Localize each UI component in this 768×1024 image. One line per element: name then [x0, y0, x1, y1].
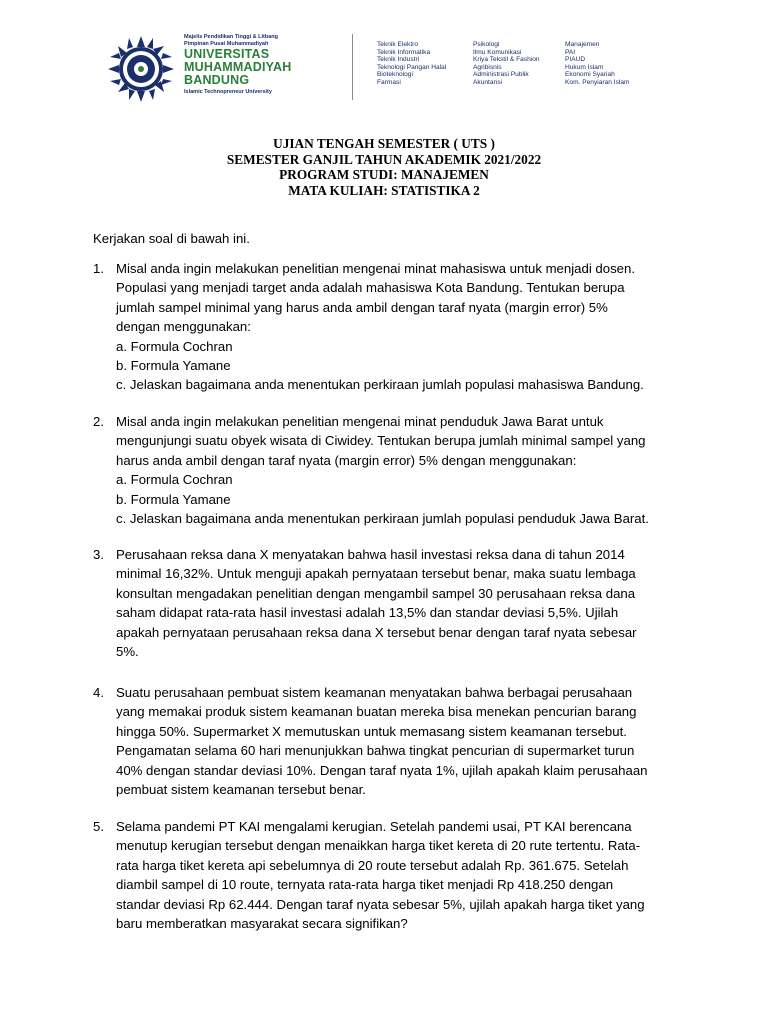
university-name-block [184, 34, 344, 96]
question-item [93, 259, 644, 395]
institution-line: Majelis Pendidikan Tinggi & Litbang [184, 34, 279, 40]
question-text-line: baru memberatkan masyarakat secara signifikan? [116, 916, 408, 932]
question-text-line: Perusahaan reksa dana X menyatakan bahwa hasil investasi reksa dana di tahun 2014 [116, 547, 625, 562]
question-text-line: saham didapat rata-rata hasil investasi adalah 13,5% dan standar deviasi 5,5%. Ujilah [116, 605, 619, 621]
program-item: Bioteknologi [377, 71, 413, 79]
university-tagline: Islamic Technopreneur University [184, 89, 272, 95]
question-item [93, 683, 648, 799]
question-text-line: 5%. [116, 644, 139, 660]
university-logo-icon [107, 35, 175, 103]
question-item [93, 545, 637, 661]
question-number: 3. [93, 547, 104, 562]
question-text-line: rata harga tiket kereta api sebelumnya di 20 route tersebut adalah Rp. 361.675. Setelah [116, 857, 629, 873]
question-text-line: Misal anda ingin melakukan penelitian mengenai minat mahasiswa untuk menjadi dosen. [116, 261, 636, 276]
program-list-column-3 [565, 41, 630, 87]
program-item: Manajemen [565, 41, 600, 48]
question-text-line: menutup kerugian tersebut dengan menaikkan harga tiket kereta di 20 rute tertentu. Rata- [116, 838, 641, 854]
question-number: 2. [93, 414, 104, 429]
question-option: a. Formula Cochran [116, 338, 233, 354]
program-item: Agribisnis [473, 63, 502, 71]
question-text-line: standar deviasi Rp 62.444. Dengan taraf nyata sebesar 5%, ujilah apakah harga tiket yang [116, 896, 645, 912]
program-item: Ilmu Komunikasi [473, 48, 522, 56]
question-text-line: diambil sampel di 10 route, ternyata rata-rata harga tiket menjadi Rp 418.250 dengan [116, 877, 614, 893]
question-text-line: Misal anda ingin melakukan penelitian mengenai minat penduduk Jawa Barat untuk [116, 414, 604, 429]
university-name-line: UNIVERSITAS [184, 47, 270, 61]
question-option: c. Jelaskan bagaimana anda menentukan perkiraan jumlah populasi penduduk Jawa Barat. [116, 511, 649, 527]
question-number: 5. [93, 819, 104, 834]
question-number: 1. [93, 261, 104, 276]
question-text-line: Populasi yang menjadi target anda adalah mahasiswa Kota Bandung. Tentukan berupa [116, 280, 625, 296]
program-item: Teknologi Pangan Halal [377, 63, 447, 71]
question-option: a. Formula Cochran [116, 472, 233, 488]
program-item: Teknik Industri [377, 56, 420, 64]
study-program-line: PROGRAM STUDI: MANAJEMEN [279, 167, 489, 182]
program-item: Kom. Penyiaran Islam [565, 78, 630, 86]
semester-line: SEMESTER GANJIL TAHUN AKADEMIK 2021/2022 [226, 151, 542, 167]
exam-title-block [0, 136, 768, 198]
question-text-line: Selama pandemi PT KAI mengalami kerugian. Setelah pandemi usai, PT KAI berencana [116, 819, 632, 834]
program-item: Hukum Islam [565, 63, 604, 71]
program-item: PAI [565, 48, 576, 56]
question-option: b. Formula Yamane [116, 358, 231, 374]
question-text-line: 40% dengan standar deviasi 10%. Dengan taraf nyata 1%, ujilah apakah klaim perusahaan [116, 762, 648, 778]
course-line: MATA KULIAH: STATISTIKA 2 [288, 182, 480, 198]
exam-title: UJIAN TENGAH SEMESTER ( UTS ) [273, 136, 495, 151]
program-item: PIAUD [565, 56, 586, 64]
program-item: Teknik Informatika [377, 48, 431, 56]
institution-line: Pimpinan Pusat Muhammadiyah [184, 41, 269, 47]
header-divider [352, 34, 353, 100]
university-name-line: BANDUNG [184, 73, 250, 87]
question-text-line: apakah pernyataan perusahaan reksa dana X tersebut benar dengan taraf nyata sebesar [116, 624, 637, 640]
question-text-line: Suatu perusahaan pembuat sistem keamanan menyatakan bahwa berbagai perusahaan [116, 685, 633, 700]
program-item: Ekonomi Syariah [565, 71, 615, 79]
university-name-line: MUHAMMADIYAH [184, 60, 292, 74]
program-item: Farmasi [377, 78, 401, 86]
question-item [93, 412, 649, 528]
question-option: b. Formula Yamane [116, 491, 231, 507]
question-item [93, 817, 645, 933]
question-text-line: harus anda ambil dengan taraf nyata (margin error) 5% dengan menggunakan: [116, 452, 577, 468]
program-item: Akuntansi [473, 78, 502, 86]
instruction-text: Kerjakan soal di bawah ini. [93, 231, 250, 246]
program-item: Administrasi Publik [473, 71, 529, 79]
question-text-line: Pengamatan selama 60 hari menunjukkan bahwa tingkat pencurian di supermarket turun [116, 743, 635, 759]
question-text-line: pembuat sistem keamanan tersebut benar. [116, 782, 366, 798]
program-item: Kriya Tekstil & Fashion [473, 56, 540, 64]
program-list-column-2 [473, 41, 540, 87]
letterhead [0, 0, 768, 110]
question-text-line: mengunjungi suatu obyek wisata di Ciwidey. Tentukan berupa jumlah minimal sampel yang [116, 433, 646, 449]
program-item: Teknik Elektro [377, 41, 419, 48]
question-text-line: hingga 50%. Supermarket X memutuskan untuk memasang sistem keamanan tersebut. [116, 723, 627, 739]
question-text-line: dengan menggunakan: [116, 319, 251, 335]
question-number: 4. [93, 685, 104, 700]
question-option: c. Jelaskan bagaimana anda menentukan perkiraan jumlah populasi mahasiswa Bandung. [116, 377, 644, 393]
question-text-line: yang memakai produk sistem keamanan buatan mereka bisa menekan pencurian barang [116, 704, 637, 720]
question-text-line: minimal 16,32%. Untuk menguji apakah pernyataan tersebut benar, maka suatu lembaga [116, 566, 636, 582]
question-text-line: jumlah sampel minimal yang harus anda ambil dengan taraf nyata (margin error) 5% [116, 299, 608, 315]
program-item: Psikologi [473, 41, 500, 48]
question-text-line: konsultan mengadakan penelitian dengan mengambil sampel 30 perusahaan reksa dana [116, 585, 636, 601]
program-list-column-1 [377, 41, 446, 87]
